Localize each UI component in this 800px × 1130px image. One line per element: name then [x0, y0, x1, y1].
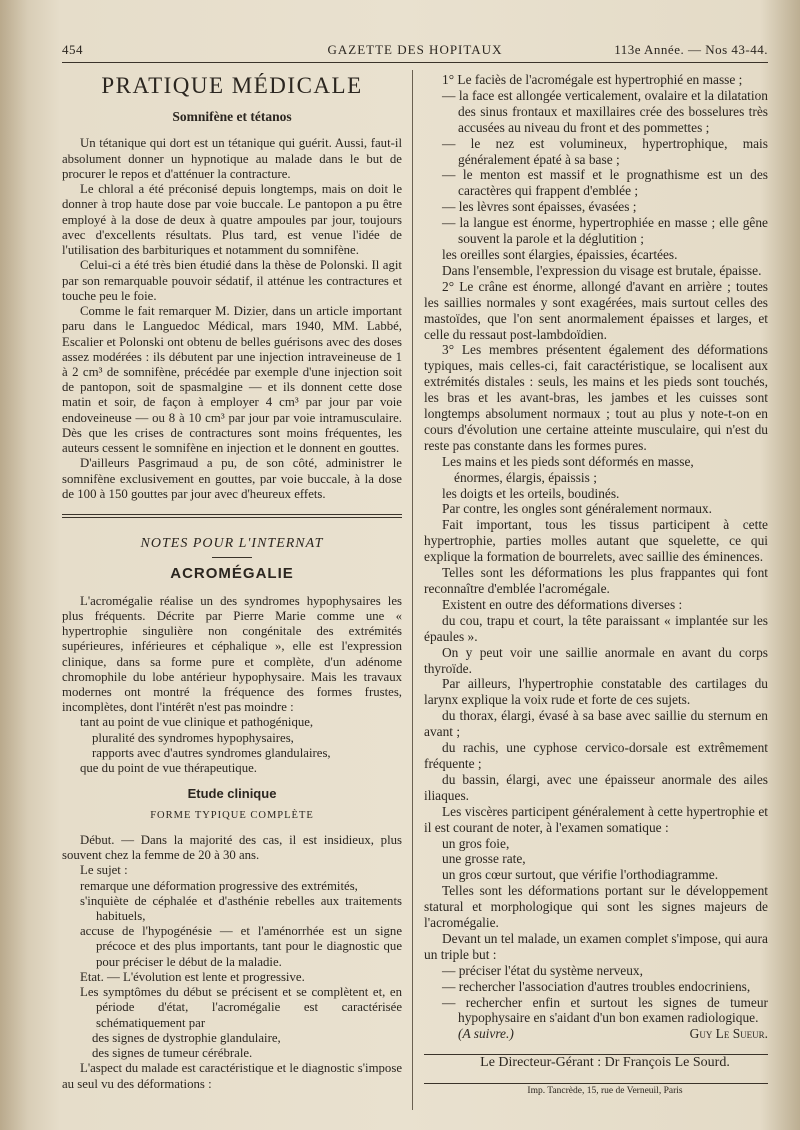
list-item: une grosse rate,: [442, 851, 526, 867]
paragraph: L'acromégalie réalise un des syndromes hypophysaires les plus fréquents. Décrite par Pierre Marie comme une « hypertrophie singulière non congénitale des extrémités supérieures, inférieures et céphalique », elle est l'expression clinique, dans sa forme pure et complète, d'un adénome chromophile du lobe antérieur hypophysaire. Mais les travaux modernes ont montré la fréquence des formes frustes, incomplètes, dont l'intérêt n'est pas moindre :: [62, 593, 402, 715]
list-item: — rechercher l'association d'autres troubles endocriniens,: [442, 978, 751, 994]
list-item: — les lèvres sont épaisses, évasées ;: [442, 199, 637, 215]
column-divider: [412, 70, 413, 1110]
paragraph: Le sujet :: [80, 863, 128, 878]
article-title-somnifene: Somnifène et tétanos: [172, 109, 292, 125]
paragraph: du bassin, élargi, avec une épaisseur anormale des ailes iliaques.: [424, 771, 768, 803]
publisher-line: Le Directeur-Gérant : Dr François Le Sourd.: [480, 1055, 730, 1071]
paragraph: 1° Le faciès de l'acromégale est hypertrophié en masse ;: [442, 72, 743, 87]
notes-title: NOTES POUR L'INTERNAT: [140, 536, 324, 552]
paragraph: du rachis, une cyphose cervico-dorsale est extrêmement fréquente ;: [424, 740, 768, 771]
short-rule: [212, 557, 252, 558]
paragraph: Un tétanique qui dort est un tétanique qui guérit. Aussi, faut-il absolument donner un hypnotique au malade dans le but de procurer le repos et d'atténuer la contracture.: [62, 136, 402, 181]
subsection-title: Etude clinique: [187, 786, 277, 802]
list-item: rapports avec d'autres syndromes glandulaires,: [92, 745, 331, 760]
list-item: — rechercher enfin et surtout les signes de tumeur hypophysaire en s'aidant d'un bon examen radiologique.: [442, 994, 768, 1026]
right-column: [424, 72, 768, 1100]
journal-title: GAZETTE DES HOPITAUX: [327, 42, 503, 57]
list-item: accuse de l'hypogénésie — et l'aménorrhée est un signe précoce et des plus importants, tant pour le diagnostic que pour préciser le début de la maladie.: [80, 924, 402, 969]
section-title: PRATIQUE MÉDICALE: [101, 73, 363, 98]
subsection-subtitle: FORME TYPIQUE COMPLÈTE: [150, 809, 314, 821]
signature-row: [424, 1026, 768, 1042]
list-item: pluralité des syndromes hypophysaires,: [92, 730, 294, 745]
paragraph: L'aspect du malade est caractéristique et le diagnostic s'impose au seul vu des déformations :: [62, 1061, 402, 1091]
left-column: [62, 72, 402, 1092]
page-header: [62, 40, 768, 62]
paragraph: Telles sont les déformations portant sur le développement statural et morphologique qui sont les signes majeurs de l'acromégalie.: [424, 883, 768, 931]
paragraph: Dans l'ensemble, l'expression du visage est brutale, épaisse.: [442, 262, 762, 278]
paragraph: 2° Le crâne est énorme, allongé d'avant en arrière ; toutes les saillies normales y sont exagérées, mais surtout celles des mastoïdes, que l'on sent anormalement épaisses et larges, et celle du ressaut post-lambdoïdien.: [424, 278, 768, 342]
issue-number: 113e Année. — Nos 43-44.: [614, 42, 768, 57]
paragraph: du thorax, élargi, évasé à sa base avec saillie du sternum en avant ;: [424, 708, 768, 740]
list-item: — le menton est massif et le prognathisme est un des caractères qui frappent d'emblée ;: [442, 167, 768, 199]
paragraph: Les viscères participent généralement à cette hypertrophie et il est courant de noter, à l'examen somatique :: [424, 803, 768, 835]
paragraph: Fait important, tous les tissus participent à cette hypertrophie, parties molles autant que squelette, ce qui explique la formation de bourrelets, avec saillie des éminences.: [424, 517, 768, 565]
list-item: que du point de vue thérapeutique.: [80, 761, 257, 776]
list-item: remarque une déformation progressive des extrémités,: [80, 878, 358, 893]
paragraph: Le chloral a été préconisé depuis longtemps, mais on doit le donner à trop haute dose par voie buccale. Le pantopon a pu être employé à la dose de deux à quatre ampoules par jour, toujours avec d'excellents résultats. Plus tard, est venue l'idée de l'utilisation des barbituriques et notamment du somnifène.: [62, 182, 402, 258]
list-item: énormes, élargis, épaissis ;: [454, 469, 597, 485]
paragraph: Début. — Dans la majorité des cas, il est insidieux, plus souvent chez la femme de 20 à 30 ans.: [62, 832, 402, 863]
paragraph: Etat. — L'évolution est lente et progressive.: [80, 969, 305, 984]
paragraph: Par ailleurs, l'hypertrophie constatable des cartilages du larynx explique la voix rude et forte de ces sujets.: [424, 676, 768, 708]
list-item: tant au point de vue clinique et pathogénique,: [80, 715, 314, 730]
to-be-continued: (A suivre.): [458, 1026, 514, 1042]
paragraph: Celui-ci a été très bien étudié dans la thèse de Polonski. Il agit par son remarquable pouvoir sédatif, il atténue les contractures et touche peu le foie.: [62, 258, 402, 303]
paragraph: Devant un tel malade, un examen complet s'impose, qui aura un triple but :: [424, 930, 768, 962]
paragraph: du cou, trapu et court, la tête paraissant « implantée sur les épaules ».: [424, 612, 768, 644]
list-item: Les symptômes du début se précisent et se complètent et, en période d'état, l'acromégalie est caractérisée schématiquement par: [80, 985, 402, 1030]
list-item: les doigts et les orteils, boudinés.: [442, 485, 620, 501]
list-item: des signes de dystrophie glandulaire,: [92, 1030, 281, 1045]
paragraph: Telles sont les déformations les plus frappantes qui font reconnaître d'emblée l'acromégale.: [424, 565, 768, 596]
article-title-acromegalie: ACROMÉGALIE: [170, 565, 294, 583]
list-item: un gros foie,: [442, 835, 510, 851]
paragraph: Les mains et les pieds sont déformés en masse,: [442, 453, 694, 469]
paragraph: D'ailleurs Pasgrimaud a pu, de son côté, administrer le somnifène exclusivement en gouttes, par voie buccale, à la dose de 100 à 150 gouttes par jour avec d'heureux effets.: [62, 456, 402, 501]
author-signature: Guy Le Sueur.: [689, 1026, 768, 1042]
list-item: — la langue est énorme, hypertrophiée en masse ; elle gêne souvent la parole et la déglutition ;: [442, 215, 768, 247]
list-item: les oreilles sont élargies, épaissies, écartées.: [442, 246, 678, 262]
list-item: — le nez est volumineux, hypertrophique, mais généralement épaté à sa base ;: [442, 135, 768, 167]
list-item: des signes de tumeur cérébrale.: [92, 1046, 253, 1061]
list-item: un gros cœur surtout, que vérifie l'orthodiagramme.: [442, 867, 719, 883]
paragraph: 3° Les membres présentent également des déformations typiques, mais celles-ci, fait caractéristique, se localisent aux extrémités distales : seuls, les mains et les pieds sont touchés, les bras et les avant-bras, les jambes et les cuisses sont longtemps absolument normaux ; tout au plus y note-t-on en cours d'évolution une certaine atteinte musculaire, qui n'est du reste pas constante dans les formes pures.: [424, 342, 768, 453]
imprint: Imp. Tancrède, 15, rue de Verneuil, Paris: [527, 1086, 683, 1097]
list-item: s'inquiète de céphalée et d'asthénie rebelles aux traitements habituels,: [80, 893, 402, 924]
section-separator: [62, 514, 402, 518]
header-rule: [62, 62, 768, 63]
paragraph: Existent en outre des déformations diverses :: [442, 596, 683, 612]
page-number: 454: [62, 42, 83, 57]
list-item: — préciser l'état du système nerveux,: [442, 962, 643, 978]
paragraph: On y peut voir une saillie anormale en avant du corps thyroïde.: [424, 644, 768, 676]
list-item: — la face est allongée verticalement, ovalaire et la dilatation des sinus frontaux et maxillaires crée des bosselures très accusées au niveau du front et des pommettes ;: [442, 87, 768, 135]
paragraph: Comme le fait remarquer M. Dizier, dans un article important paru dans le Languedoc Médical, mars 1940, MM. Labbé, Escalier et Polonski ont obtenu de belles guérisons avec des doses assez modérées : ils débutent par une injection intraveineuse de 1 à 2 cm³ de somnifène, précédée par exemple d'une injection soit de pantopon, soit de spasmalgine — et ils donnent cette dose matin et soir, de façon à employer 4 cm³ par jour par voie endoveineuse — ou 8 à 10 cm³ par jour par voie intramusculaire. Dès que les crises de contractures sont moins fréquentes, les auteurs cessent le somnifène en injection et le donnent en gouttes.: [62, 304, 402, 456]
paragraph: Par contre, les ongles sont généralement normaux.: [442, 501, 712, 517]
